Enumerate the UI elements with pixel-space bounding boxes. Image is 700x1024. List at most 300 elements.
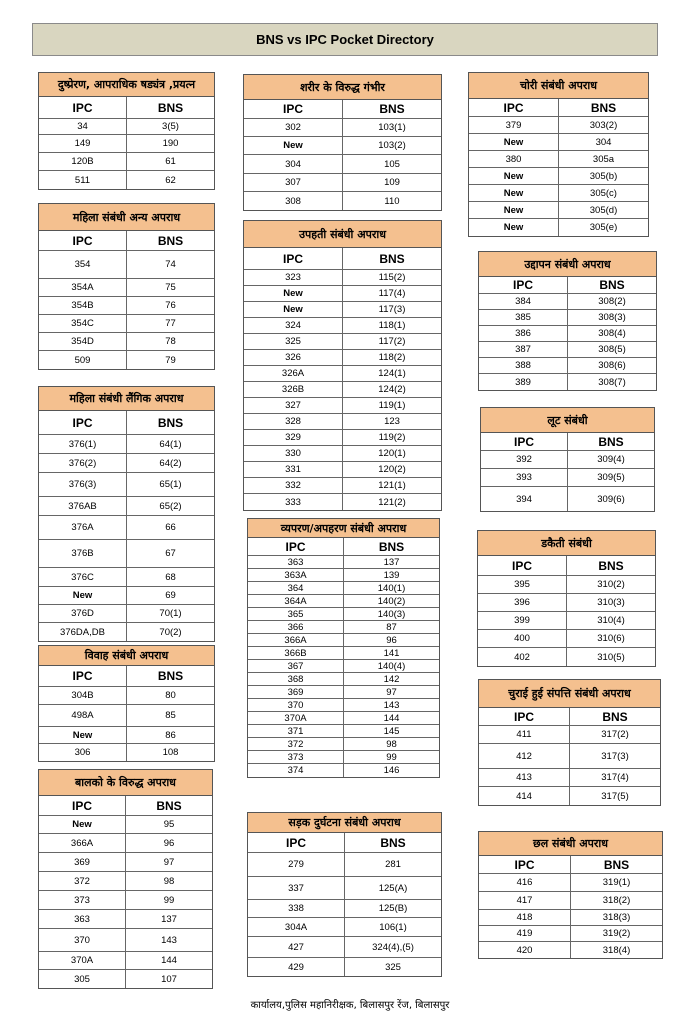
ipc-cell: 419 — [479, 926, 571, 941]
table-row — [39, 171, 214, 189]
ipc-cell: 388 — [479, 358, 568, 373]
ipc-cell: 304 — [244, 155, 343, 173]
ipc-cell: 325 — [244, 334, 343, 349]
table-row — [39, 687, 214, 705]
ipc-cell: 306 — [39, 744, 127, 761]
table-row — [479, 892, 662, 910]
ipc-cell: 370A — [248, 712, 344, 724]
table-header — [39, 796, 212, 816]
ipc-cell: 326 — [244, 350, 343, 365]
table-row — [248, 738, 439, 751]
bns-cell: 190 — [162, 138, 179, 149]
table-title: महिला संबंधी लैंगिक अपराध — [39, 387, 214, 411]
bns-cell: 318(4) — [602, 944, 631, 956]
bns-cell: 305(e) — [589, 222, 618, 233]
bns-cell: 317(2) — [601, 729, 629, 740]
column-header-ipc: IPC — [481, 433, 568, 450]
column-header-ipc: IPC — [248, 833, 345, 852]
bns-cell: 140(3) — [377, 608, 406, 620]
bns-cell: 318(2) — [602, 895, 631, 906]
bns-cell: 117(2) — [378, 336, 406, 347]
ipc-cell: 327 — [244, 398, 343, 413]
table-row — [248, 582, 439, 595]
table-road-accident — [247, 812, 442, 977]
bns-cell: 308(4) — [598, 328, 626, 339]
table-header — [248, 833, 441, 853]
table-title: सड़क दुर्घटना संबंधी अपराध — [248, 813, 441, 833]
ipc-cell: 333 — [244, 494, 343, 510]
table-row — [39, 297, 214, 315]
column-header-bns: BNS — [157, 100, 184, 115]
bns-cell: 109 — [384, 177, 400, 188]
table-row — [469, 185, 648, 202]
table-row — [479, 942, 662, 958]
table-row — [248, 673, 439, 686]
ipc-cell: 380 — [469, 151, 559, 167]
bns-cell: 308(7) — [598, 376, 626, 388]
column-header-bns: BNS — [157, 669, 184, 683]
table-row — [248, 937, 441, 958]
table-row — [469, 134, 648, 151]
bns-cell: 70(1) — [159, 608, 182, 619]
ipc-cell: 386 — [479, 326, 568, 341]
bns-cell: 99 — [163, 894, 175, 906]
table-row — [248, 764, 439, 777]
column-header-ipc: IPC — [469, 99, 559, 116]
ipc-cell: 330 — [244, 446, 343, 461]
bns-cell: 97 — [163, 856, 175, 868]
bns-cell: 143 — [383, 699, 400, 711]
bns-cell: 119(1) — [378, 400, 406, 411]
column-header-bns: BNS — [598, 434, 624, 449]
ipc-cell: 373 — [248, 751, 344, 763]
bns-cell: 96 — [386, 634, 397, 646]
table-row — [244, 174, 441, 192]
column-header-ipc: IPC — [39, 411, 127, 434]
bns-cell: 142 — [383, 673, 400, 685]
ipc-cell: 120B — [39, 153, 127, 170]
bns-cell: 69 — [165, 590, 176, 601]
ipc-cell: 331 — [244, 462, 343, 477]
table-row — [39, 119, 214, 135]
ipc-cell: 149 — [39, 135, 127, 152]
ipc-cell: 366A — [248, 634, 344, 646]
bns-cell: 119(2) — [378, 432, 406, 443]
bns-cell: 107 — [161, 973, 177, 985]
table-row — [39, 279, 214, 297]
ipc-cell: 379 — [469, 117, 559, 133]
table-row — [244, 478, 441, 494]
bns-cell: 108 — [162, 747, 179, 758]
ipc-cell: 413 — [479, 769, 570, 786]
table-row — [248, 660, 439, 673]
ipc-cell: 363 — [248, 556, 344, 568]
ipc-cell: 329 — [244, 430, 343, 445]
column-header-bns: BNS — [379, 251, 405, 266]
bns-cell: 103(1) — [378, 122, 406, 133]
table-row — [481, 469, 654, 487]
table-cheating — [478, 831, 663, 959]
ipc-cell: 366A — [39, 834, 126, 852]
ipc-cell: 364A — [248, 595, 344, 607]
table-row — [469, 151, 648, 168]
bns-cell: 304 — [595, 136, 612, 148]
ipc-cell: 369 — [248, 686, 344, 698]
ipc-cell: 337 — [248, 877, 345, 899]
bns-cell: 309(4) — [597, 454, 625, 465]
table-row — [39, 952, 212, 970]
ipc-cell: 364 — [248, 582, 344, 594]
bns-cell: 115(2) — [378, 272, 406, 283]
ipc-cell: 376C — [39, 568, 127, 586]
bns-cell: 118(1) — [378, 320, 406, 331]
table-kidnapping — [247, 518, 440, 778]
column-header-ipc: IPC — [479, 856, 571, 873]
table-row — [244, 462, 441, 478]
bns-cell: 317(4) — [601, 772, 629, 783]
bns-cell: 105 — [384, 158, 400, 170]
ipc-cell: 509 — [39, 351, 127, 369]
bns-cell: 309(6) — [597, 493, 625, 505]
ipc-cell: 366 — [248, 621, 344, 633]
table-row — [244, 302, 441, 318]
ipc-cell: 338 — [248, 900, 345, 917]
ipc-cell: 279 — [248, 853, 345, 876]
ipc-cell: 302 — [244, 119, 343, 136]
bns-cell: 70(2) — [159, 626, 182, 638]
table-row — [248, 608, 439, 621]
table-extortion — [478, 251, 657, 391]
table-title: विवाह संबंधी अपराध — [39, 646, 214, 666]
column-header-bns: BNS — [157, 415, 184, 430]
bns-cell: 64(1) — [159, 438, 182, 450]
table-row — [244, 286, 441, 302]
bns-cell: 310(2) — [597, 579, 625, 590]
bns-cell: 325 — [385, 961, 401, 973]
table-row — [248, 751, 439, 764]
ipc-cell: 417 — [479, 892, 571, 909]
ipc-cell: New — [469, 202, 559, 218]
table-row — [244, 155, 441, 174]
table-header — [248, 538, 439, 556]
table-stolen-property — [478, 679, 661, 806]
table-row — [478, 576, 655, 594]
column-header-bns: BNS — [599, 278, 625, 292]
column-header-bns: BNS — [590, 100, 617, 115]
table-robbery — [480, 407, 655, 512]
column-header-bns: BNS — [602, 709, 628, 724]
table-row — [479, 769, 660, 787]
ipc-cell: 370 — [248, 699, 344, 711]
table-row — [478, 630, 655, 648]
bns-cell: 3(5) — [162, 121, 179, 132]
ipc-cell: 304B — [39, 687, 127, 704]
ipc-cell: 372 — [39, 872, 126, 890]
column-header-ipc: IPC — [39, 97, 127, 118]
table-row — [248, 853, 441, 877]
table-title: उद्दापन संबंधी अपराध — [479, 252, 656, 277]
table-row — [244, 318, 441, 334]
table-header — [479, 277, 656, 294]
ipc-cell: 370 — [39, 929, 126, 951]
bns-cell: 77 — [165, 318, 176, 329]
column-header-ipc: IPC — [478, 556, 567, 575]
table-row — [248, 958, 441, 976]
ipc-cell: 412 — [479, 744, 570, 768]
table-row — [479, 294, 656, 310]
table-row — [479, 342, 656, 358]
table-row — [39, 929, 212, 952]
bns-cell: 85 — [165, 710, 176, 721]
ipc-cell: New — [469, 185, 559, 201]
bns-cell: 61 — [165, 156, 176, 167]
bns-cell: 99 — [386, 751, 397, 763]
bns-cell: 120(2) — [378, 464, 406, 475]
table-header — [479, 856, 662, 874]
ipc-cell: 385 — [479, 310, 568, 325]
bns-cell: 95 — [163, 819, 175, 830]
ipc-cell: 368 — [248, 673, 344, 685]
bns-cell: 139 — [383, 569, 400, 581]
table-row — [244, 119, 441, 137]
ipc-cell: 376DA,DB — [39, 623, 127, 641]
table-row — [248, 556, 439, 569]
ipc-cell: 429 — [248, 958, 345, 976]
bns-cell: 124(2) — [378, 384, 406, 395]
ipc-cell: 376A — [39, 516, 127, 539]
ipc-cell: 420 — [479, 942, 571, 958]
table-header — [478, 556, 655, 576]
table-row — [39, 891, 212, 910]
table-title: चोरी संबंधी अपराध — [469, 73, 648, 99]
ipc-cell: 394 — [481, 487, 568, 511]
bns-cell: 65(2) — [159, 500, 182, 512]
table-header — [39, 666, 214, 687]
table-row — [39, 351, 214, 369]
ipc-cell: 332 — [244, 478, 343, 493]
table-header — [481, 433, 654, 451]
bns-cell: 80 — [165, 690, 176, 701]
ipc-cell: 328 — [244, 414, 343, 429]
table-title: छल संबंधी अपराध — [479, 832, 662, 856]
ipc-cell: 427 — [248, 937, 345, 957]
table-row — [244, 192, 441, 210]
bns-cell: 310(6) — [597, 633, 625, 644]
ipc-cell: 323 — [244, 270, 343, 285]
ipc-cell: 363 — [39, 910, 126, 928]
table-row — [248, 900, 441, 918]
bns-cell: 146 — [383, 765, 400, 776]
bns-cell: 305(b) — [589, 170, 618, 182]
ipc-cell: 354B — [39, 297, 127, 314]
table-row — [244, 398, 441, 414]
table-row — [244, 430, 441, 446]
table-row — [481, 487, 654, 511]
bns-cell: 308(2) — [598, 296, 626, 307]
ipc-cell: New — [469, 134, 559, 150]
ipc-cell: 371 — [248, 725, 344, 737]
ipc-cell: 384 — [479, 294, 568, 309]
bns-cell: 308(5) — [598, 344, 626, 355]
table-row — [244, 137, 441, 155]
table-row — [479, 787, 660, 805]
table-row — [244, 350, 441, 366]
bns-cell: 318(3) — [602, 912, 631, 923]
table-row — [39, 454, 214, 473]
ipc-cell: 326A — [244, 366, 343, 381]
bns-cell: 305a — [592, 153, 615, 165]
bns-cell: 79 — [165, 354, 176, 366]
bns-cell: 125(B) — [378, 903, 408, 914]
bns-cell: 117(4) — [378, 288, 406, 299]
table-row — [479, 374, 656, 390]
column-header-bns: BNS — [156, 798, 182, 813]
table-row — [469, 202, 648, 219]
table-body-serious — [243, 74, 442, 211]
bns-cell: 65(1) — [159, 479, 182, 490]
bns-cell: 78 — [165, 336, 176, 347]
bns-cell: 62 — [165, 174, 176, 186]
bns-cell: 125(A) — [378, 882, 408, 894]
ipc-cell: 326B — [244, 382, 343, 397]
column-header-ipc: IPC — [39, 231, 127, 250]
column-header-bns: BNS — [379, 102, 405, 116]
ipc-cell: 395 — [478, 576, 567, 593]
table-row — [469, 219, 648, 236]
bns-cell: 120(1) — [378, 448, 406, 459]
table-header — [479, 708, 660, 726]
ipc-cell: 373 — [39, 891, 126, 909]
column-header-ipc: IPC — [248, 538, 344, 555]
ipc-cell: New — [39, 816, 126, 833]
table-row — [39, 727, 214, 744]
table-row — [39, 435, 214, 454]
ipc-cell: 418 — [479, 910, 571, 925]
ipc-cell: 366B — [248, 647, 344, 659]
bns-cell: 310(3) — [597, 597, 625, 608]
bns-cell: 140(4) — [377, 660, 406, 672]
table-header — [469, 99, 648, 117]
ipc-cell: 305 — [39, 970, 126, 988]
table-dacoity — [477, 530, 656, 667]
bns-cell: 305(c) — [590, 187, 617, 199]
table-title: डकैती संबंधी — [478, 531, 655, 556]
table-row — [479, 726, 660, 744]
table-title: महिला संबंधी अन्य अपराध — [39, 204, 214, 231]
table-row — [248, 634, 439, 647]
table-row — [39, 970, 212, 988]
bns-cell: 98 — [386, 738, 397, 750]
ipc-cell: 376(1) — [39, 435, 127, 453]
ipc-cell: 354 — [39, 251, 127, 278]
table-row — [479, 744, 660, 769]
bns-cell: 124(1) — [378, 368, 406, 379]
table-row — [39, 705, 214, 727]
table-row — [39, 135, 214, 153]
ipc-cell: 389 — [479, 374, 568, 390]
ipc-cell: New — [244, 286, 343, 301]
column-header-bns: BNS — [598, 558, 624, 573]
bns-cell: 123 — [384, 416, 400, 427]
table-row — [248, 595, 439, 608]
column-header-ipc: IPC — [479, 708, 570, 725]
table-row — [39, 473, 214, 497]
bns-cell: 75 — [165, 282, 176, 293]
table-children — [38, 769, 213, 989]
table-hurt — [243, 220, 442, 511]
ipc-cell: 365 — [248, 608, 344, 620]
table-women-other — [38, 203, 215, 370]
table-row — [244, 334, 441, 350]
table-row — [479, 926, 662, 942]
bns-cell: 121(1) — [378, 480, 406, 491]
table-row — [39, 834, 212, 853]
bns-cell: 137 — [161, 913, 177, 925]
column-header-bns: BNS — [380, 835, 406, 850]
table-row — [244, 366, 441, 382]
table-row — [248, 686, 439, 699]
table-row — [248, 877, 441, 900]
table-row — [248, 725, 439, 738]
bns-cell: 308(3) — [598, 312, 626, 323]
table-marriage — [38, 645, 215, 762]
table-row — [39, 872, 212, 891]
bns-cell: 98 — [163, 875, 175, 887]
table-row — [39, 623, 214, 641]
column-header-ipc: IPC — [244, 248, 343, 269]
bns-cell: 308(6) — [598, 360, 626, 371]
ipc-cell: 511 — [39, 171, 127, 189]
table-row — [39, 910, 212, 929]
ipc-cell: 376(2) — [39, 454, 127, 472]
page-banner — [32, 23, 658, 56]
bns-cell: 137 — [383, 556, 400, 568]
bns-cell: 140(2) — [377, 595, 406, 607]
table-row — [479, 874, 662, 892]
ipc-cell: 393 — [481, 469, 568, 486]
bns-cell: 303(2) — [589, 119, 618, 131]
column-header-ipc: IPC — [479, 277, 568, 293]
bns-cell: 281 — [385, 859, 401, 870]
bns-cell: 110 — [384, 195, 400, 207]
bns-cell: 309(5) — [597, 472, 625, 483]
table-header — [244, 100, 441, 119]
bns-cell: 66 — [165, 522, 176, 533]
ipc-cell: New — [244, 137, 343, 154]
ipc-cell: 396 — [478, 594, 567, 611]
table-row — [39, 315, 214, 333]
table-women-sexual — [38, 386, 215, 642]
bns-cell: 141 — [383, 647, 400, 659]
table-title: दुष्प्रेरण, आपराधिक षड्यंत्र ,प्रयत्न — [39, 73, 214, 97]
ipc-cell: 308 — [244, 192, 343, 210]
bns-cell: 76 — [165, 300, 176, 311]
bns-cell: 140(1) — [377, 582, 406, 594]
table-row — [39, 587, 214, 605]
column-header-ipc: IPC — [39, 796, 126, 815]
table-title: बालको के विरुद्ध अपराध — [39, 770, 212, 796]
ipc-cell: 392 — [481, 451, 568, 468]
table-row — [244, 446, 441, 462]
bns-cell: 317(5) — [601, 790, 629, 802]
ipc-cell: 367 — [248, 660, 344, 672]
bns-cell: 310(5) — [597, 651, 625, 663]
table-incitement — [38, 72, 215, 190]
table-title: चुराई हुई संपत्ति संबंधी अपराध — [479, 680, 660, 708]
table-row — [244, 382, 441, 398]
ipc-cell: 399 — [478, 612, 567, 629]
table-row — [469, 117, 648, 134]
